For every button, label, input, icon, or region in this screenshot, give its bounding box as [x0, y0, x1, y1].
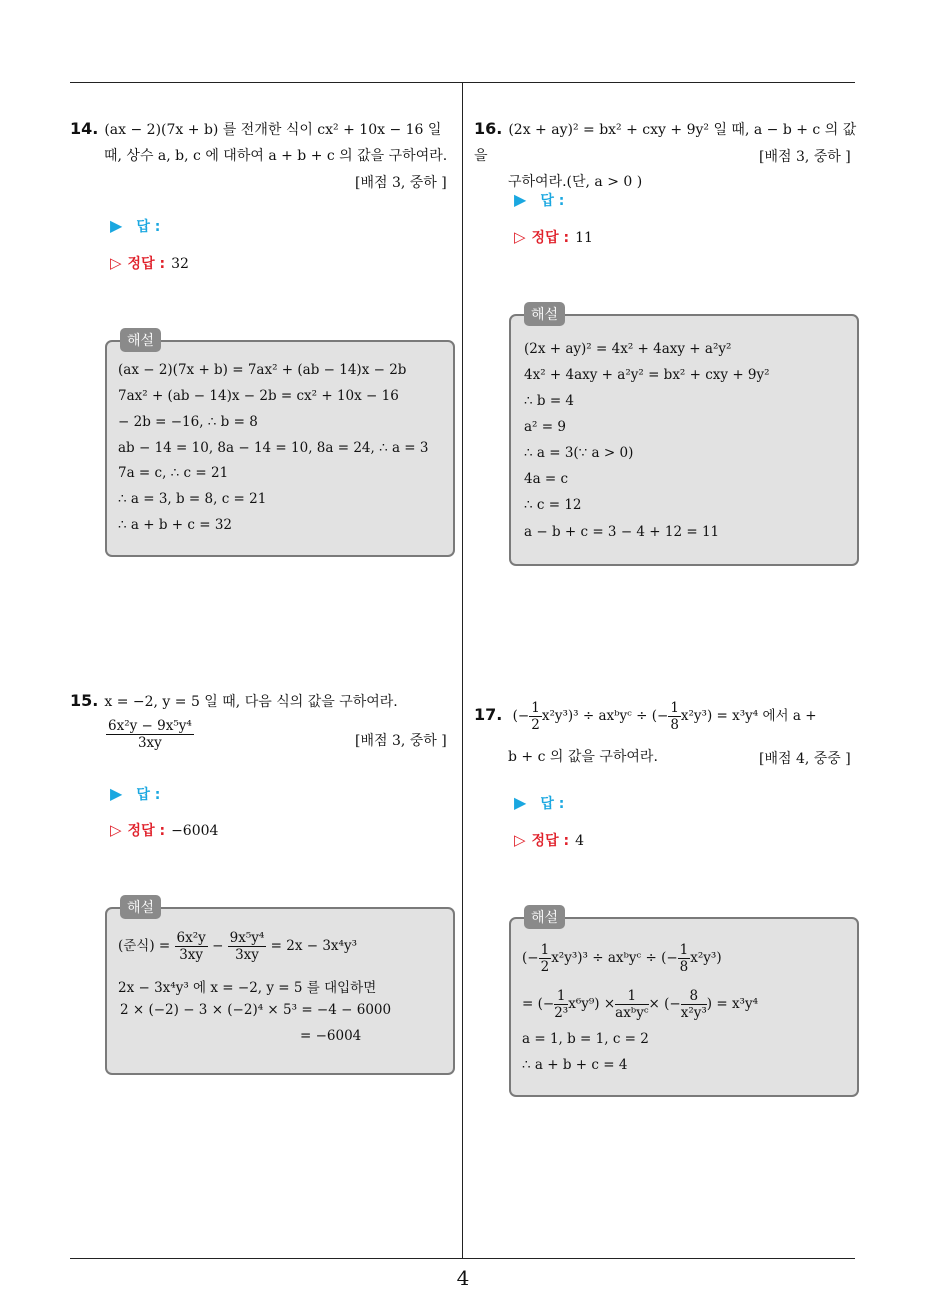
question-number: 15.	[70, 691, 99, 710]
question-17	[474, 700, 864, 733]
question-text: x²y³)³ ÷ axᵇyᶜ ÷ (−	[541, 708, 669, 724]
explanation-step: 7ax² + (ab − 14)x − 2b = cx² + 10x − 16	[118, 388, 399, 404]
explanation-step: ∴ a = 3, b = 8, c = 21	[118, 491, 267, 507]
fraction-denominator: 8	[670, 717, 679, 733]
explanation-step	[522, 988, 758, 1021]
fraction-numerator: 1	[615, 988, 648, 1005]
question-text: 구하여라.(단, a > 0 )	[508, 174, 643, 190]
question-number: 17.	[474, 705, 503, 724]
fraction-denominator: 3xy	[179, 947, 204, 963]
question-15	[70, 688, 460, 715]
question-text: x²y³) = x³y⁴ 에서 a +	[680, 708, 817, 724]
answer-label: 답 :	[136, 219, 161, 235]
fraction-numerator: 1	[679, 942, 689, 958]
fraction-numerator: 9x⁵y⁴	[229, 930, 265, 946]
play-triangle-icon: ▶	[514, 190, 527, 209]
question-14	[70, 116, 460, 169]
question-text: (−	[512, 708, 530, 724]
fraction-denominator: 2	[531, 717, 540, 733]
fraction-denominator: 2	[540, 959, 550, 975]
explanation-step: 4x² + 4axy + a²y² = bx² + cxy + 9y²	[524, 367, 770, 383]
step-text: = (−	[522, 996, 555, 1012]
solution-label: 정답 :	[127, 256, 166, 272]
explanation-step: (ax − 2)(7x + b) = 7ax² + (ab − 14)x − 2b	[118, 362, 407, 378]
question-text: (ax − 2)(7x + b) 를 전개한 식이 cx² + 10x − 16 일	[104, 122, 442, 138]
answer-field[interactable]	[110, 216, 160, 236]
fraction-numerator: 1	[670, 700, 679, 716]
explanation-step: 4a = c	[524, 471, 569, 487]
fraction-numerator: 8	[681, 988, 707, 1005]
step-text: ) = x³y⁴	[706, 996, 759, 1012]
solution-label: 정답 :	[531, 833, 570, 849]
correct-answer	[110, 253, 189, 273]
question-text: (2x + ay)² = bx² + cxy + 9y² 일 때, a − b + c 의 값을	[474, 122, 857, 164]
explanation-step: − 2b = −16, ∴ b = 8	[118, 414, 258, 430]
step-text: = 2x − 3x⁴y³	[270, 938, 357, 954]
explanation-step: ∴ a + b + c = 4	[522, 1057, 628, 1073]
fraction-numerator: 6x²y − 9x⁵y⁴	[108, 718, 192, 734]
explanation-step	[118, 930, 357, 963]
step-text: × (−	[648, 996, 681, 1012]
step-text: x⁶y⁹) ×	[568, 996, 616, 1012]
step-text: (준식) =	[118, 938, 171, 954]
question-meta: [배점 3, 중하 ]	[355, 733, 447, 749]
column-divider	[462, 83, 463, 1258]
solution-label: 정답 :	[127, 823, 166, 839]
answer-field[interactable]	[514, 793, 564, 813]
explanation-step: 2 × (−2) − 3 × (−2)⁴ × 5³ = −4 − 6000	[120, 1002, 392, 1018]
bottom-rule	[70, 1258, 855, 1259]
question-expression	[106, 718, 194, 751]
correct-answer	[514, 830, 584, 850]
outline-triangle-icon: ▷	[514, 831, 526, 849]
solution-value: −6004	[171, 823, 219, 839]
question-text: b + c 의 값을 구하여라.	[508, 749, 658, 765]
step-text: x²y³)	[690, 950, 722, 966]
explanation-step: a = 1, b = 1, c = 2	[522, 1031, 649, 1047]
answer-label: 답 :	[540, 193, 565, 209]
answer-label: 답 :	[136, 787, 161, 803]
fraction-numerator: 1	[540, 942, 550, 958]
explanation-tag: 해설	[524, 905, 565, 929]
question-meta: [배점 3, 중하 ]	[759, 149, 851, 165]
correct-answer	[110, 820, 218, 840]
explanation-step: = −6004	[300, 1028, 362, 1044]
explanation-step: ∴ a + b + c = 32	[118, 517, 232, 533]
fraction-denominator: 2³	[554, 1005, 569, 1021]
question-number: 16.	[474, 119, 503, 138]
step-text: x²y³)³ ÷ axᵇyᶜ ÷ (−	[551, 950, 678, 966]
question-meta: [배점 4, 중중 ]	[759, 751, 851, 767]
step-text: −	[212, 938, 224, 954]
fraction-denominator: 3xy	[137, 735, 162, 751]
solution-label: 정답 :	[531, 230, 570, 246]
step-text: (−	[522, 950, 539, 966]
question-text: 때, 상수 a, b, c 에 대하여 a + b + c 의 값을 구하여라.	[104, 148, 448, 164]
play-triangle-icon: ▶	[514, 793, 527, 812]
explanation-step: ∴ b = 4	[524, 393, 575, 409]
explanation-tag: 해설	[120, 328, 161, 352]
solution-value: 4	[575, 833, 584, 849]
fraction-denominator: 8	[679, 959, 689, 975]
explanation-step: (2x + ay)² = 4x² + 4axy + a²y²	[524, 341, 732, 357]
explanation-step: 2x − 3x⁴y³ 에 x = −2, y = 5 를 대입하면	[118, 980, 377, 996]
answer-label: 답 :	[540, 796, 565, 812]
question-number: 14.	[70, 119, 99, 138]
play-triangle-icon: ▶	[110, 216, 123, 235]
play-triangle-icon: ▶	[110, 784, 123, 803]
explanation-tag: 해설	[524, 302, 565, 326]
explanation-step	[522, 942, 722, 975]
fraction-denominator: x²y³	[680, 1005, 707, 1021]
explanation-step: ∴ a = 3(∵ a > 0)	[524, 445, 634, 461]
fraction-numerator: 6x²y	[176, 930, 206, 946]
explanation-step: ab − 14 = 10, 8a − 14 = 10, 8a = 24, ∴ a = 3	[118, 440, 429, 456]
explanation-step: ∴ c = 12	[524, 497, 582, 513]
explanation-step: a² = 9	[524, 419, 566, 435]
explanation-step: 7a = c, ∴ c = 21	[118, 465, 229, 481]
outline-triangle-icon: ▷	[110, 254, 122, 272]
question-text: x = −2, y = 5 일 때, 다음 식의 값을 구하여라.	[104, 694, 398, 710]
explanation-step: a − b + c = 3 − 4 + 12 = 11	[524, 524, 720, 540]
answer-field[interactable]	[110, 784, 160, 804]
fraction-denominator: 3xy	[235, 947, 259, 963]
fraction-denominator: axᵇyᶜ	[615, 1005, 649, 1021]
solution-value: 32	[171, 256, 189, 272]
answer-field[interactable]	[514, 190, 564, 210]
question-meta: [배점 3, 중하 ]	[355, 175, 447, 191]
correct-answer	[514, 227, 593, 247]
fraction-numerator: 1	[554, 988, 568, 1005]
explanation-tag: 해설	[120, 895, 161, 919]
page-number: 4	[456, 1266, 470, 1290]
solution-value: 11	[575, 230, 593, 246]
outline-triangle-icon: ▷	[514, 228, 526, 246]
outline-triangle-icon: ▷	[110, 821, 122, 839]
fraction-numerator: 1	[531, 700, 540, 716]
